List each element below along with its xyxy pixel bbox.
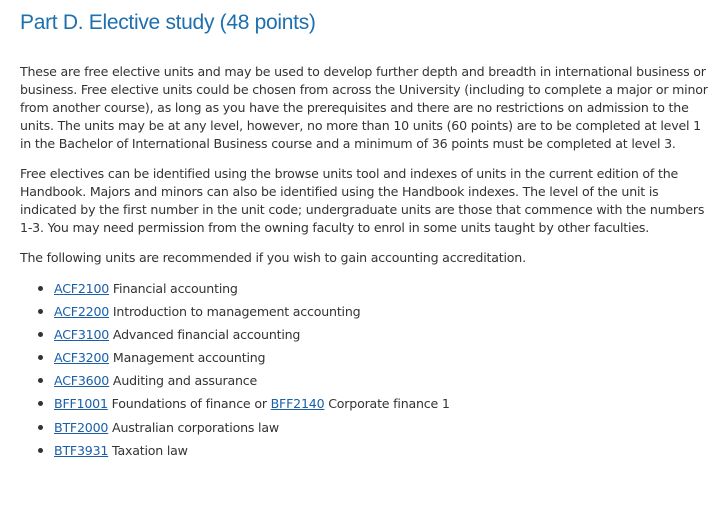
unit-name: Corporate finance 1: [328, 396, 450, 412]
list-item: [38, 277, 714, 300]
bullet-icon: [38, 448, 43, 453]
list-item: [38, 416, 714, 439]
list-item: [38, 439, 714, 462]
bullet-icon: [38, 425, 43, 430]
elective-study-section: [20, 8, 714, 462]
unit-link-acf3200[interactable]: ACF3200: [54, 350, 110, 366]
list-item: [38, 369, 714, 392]
recommendation-intro: The following units are recommended if you wish to gain accounting accreditation.: [20, 250, 526, 265]
recommended-units-list: [20, 277, 714, 462]
bullet-icon: [38, 378, 43, 383]
description-paragraph-2: Free electives can be identified using the browse units tool and indexes of units in the current edition of the Handbook. Majors and minors can also be identified using the Handbook indexes. The level of the unit is indicated by the first number in the unit code; undergraduate units are those that commence with the numbers 1-3. You may need permission from the owning faculty to enrol in some units taught by other faculties.: [20, 166, 705, 235]
unit-name: Advanced financial accounting: [112, 327, 301, 343]
unit-name: Financial accounting: [112, 281, 238, 296]
unit-link-bff1001[interactable]: BFF1001: [54, 396, 108, 412]
unit-name: Auditing and assurance: [112, 373, 258, 389]
unit-link-btf2000[interactable]: BTF2000: [54, 419, 109, 435]
unit-name: Introduction to management accounting: [112, 304, 361, 320]
unit-name: Australian corporations law: [112, 419, 279, 435]
list-item: [38, 392, 714, 415]
section-title: Part D. Elective study (48 points): [20, 11, 316, 34]
bullet-icon: [38, 286, 43, 291]
bullet-icon: [38, 401, 43, 406]
unit-name: Management accounting: [112, 350, 266, 366]
list-item: [38, 346, 714, 369]
bullet-icon: [38, 355, 43, 360]
bullet-icon: [38, 332, 43, 337]
unit-link-btf3931[interactable]: BTF3931: [54, 442, 109, 458]
unit-link-acf2200[interactable]: ACF2200: [54, 304, 110, 320]
bullet-icon: [38, 309, 43, 314]
unit-name: Foundations of finance: [111, 396, 251, 412]
description-paragraph-1: These are free elective units and may be used to develop further depth and breadth in international business or business. Free elective units could be chosen from across the University (including to complete a major or minor from another course), as long as you have the prerequisites and there are no restrictions on admission to the units. The units may be at any level, however, no more than 10 units (60 points) are to be completed at level 1 in the Bachelor of International Business course and a minimum of 36 points must be completed at level 3.: [20, 64, 708, 151]
unit-link-acf3100[interactable]: ACF3100: [54, 327, 110, 343]
unit-link-acf2100[interactable]: ACF2100: [54, 281, 110, 296]
list-item: [38, 323, 714, 346]
list-item: [38, 300, 714, 323]
unit-name: Taxation law: [112, 442, 188, 458]
unit-link-bff2140[interactable]: BFF2140: [270, 396, 325, 412]
unit-connector: or: [254, 396, 267, 412]
unit-link-acf3600[interactable]: ACF3600: [54, 373, 110, 389]
